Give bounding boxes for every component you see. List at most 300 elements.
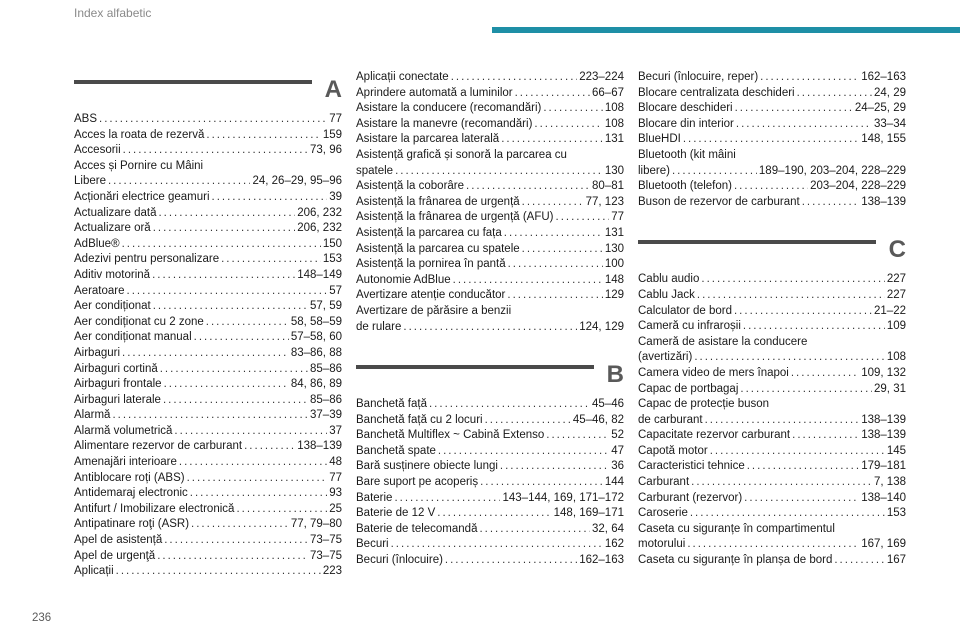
entry-row: [638, 444, 906, 460]
entry-term: Antiblocare roți (ABS): [74, 471, 185, 484]
index-entry: [638, 366, 906, 382]
entry-pages: 24, 29: [874, 86, 906, 99]
entry-row: [638, 428, 906, 444]
entry-row: [638, 195, 906, 211]
entry-term: Capacitate rezervor carburant: [638, 429, 791, 442]
entry-pages: 138–139: [861, 429, 906, 442]
leader-dots: [466, 179, 590, 195]
entry-term: de rulare: [356, 320, 402, 333]
entry-pages: 124, 129: [579, 320, 624, 333]
entry-row: [356, 86, 624, 102]
entry-list: [356, 397, 624, 569]
index-entry: [638, 101, 906, 117]
entry-term: Antipatinare roţi (ASR): [74, 518, 190, 531]
index-entry: [74, 408, 342, 424]
index-entry: [356, 304, 624, 335]
entry-row: [638, 101, 906, 117]
entry-term: Carburant: [638, 476, 690, 489]
index-entry: [74, 549, 342, 565]
entry-term: Bluetooth (telefon): [638, 180, 732, 193]
index-entry: [74, 128, 342, 144]
index-entry: [356, 273, 624, 289]
leader-dots: [236, 502, 327, 518]
entry-term: Avertizare atenție conducător: [356, 289, 506, 302]
entry-row: [74, 362, 342, 378]
entry-pages: 167: [886, 554, 906, 567]
index-entry: [356, 148, 624, 179]
leader-dots: [480, 475, 603, 491]
leader-dots: [792, 428, 859, 444]
entry-pages: 7, 138: [874, 476, 906, 489]
entry-row: [74, 502, 342, 518]
entry-term: libere): [638, 164, 670, 177]
leader-dots: [735, 101, 853, 117]
leader-dots: [504, 226, 603, 242]
entry-term: Libere: [74, 175, 106, 188]
entry-pages: 167, 169: [861, 538, 906, 551]
entry-term: Banchetă față cu 2 locuri: [356, 413, 483, 426]
entry-pages: 148–149: [297, 268, 342, 281]
index-entry: [356, 459, 624, 475]
section-header-c: [638, 230, 906, 272]
entry-row: [356, 132, 624, 148]
entry-list: [638, 272, 906, 568]
entry-row: [356, 273, 624, 289]
entry-pages: 108: [886, 351, 906, 364]
leader-dots: [157, 549, 308, 565]
leader-dots: [194, 330, 289, 346]
entry-term: Acces la roata de rezervă: [74, 128, 205, 141]
index-entry: [356, 506, 624, 522]
entry-pages: 138–139: [861, 195, 906, 208]
entry-term-line1: Capac de protecție buson: [638, 398, 770, 411]
entry-row: [638, 319, 906, 335]
entry-term: Baterie de telecomandă: [356, 522, 478, 535]
index-entry: [638, 428, 906, 444]
entry-term: Cablu Jack: [638, 288, 695, 301]
entry-term: Asistare la parcarea laterală: [356, 133, 500, 146]
entry-term: Apel de asistență: [74, 534, 163, 547]
entry-pages: 148, 169–171: [553, 507, 624, 520]
index-entry: [74, 237, 342, 253]
entry-row: [638, 506, 906, 522]
entry-pages: 24, 26–29, 95–96: [252, 175, 342, 188]
index-entry: [356, 475, 624, 491]
index-entry: [356, 397, 624, 413]
leader-dots: [543, 101, 602, 117]
leader-dots: [445, 553, 577, 569]
leader-dots: [108, 174, 251, 190]
leader-dots: [694, 350, 885, 366]
entry-term: Becuri (înlocuire, reper): [638, 71, 759, 83]
entry-row: [356, 101, 624, 117]
index-entry: [638, 459, 906, 475]
entry-term: Bare suport pe acoperiș: [356, 476, 479, 489]
index-entry: [356, 132, 624, 148]
entry-term-line1: Caseta cu siguranțe în compartimentul: [638, 522, 835, 535]
entry-term: Baterie de 12 V: [356, 507, 436, 520]
entry-row: [356, 413, 624, 429]
leader-dots: [507, 288, 602, 304]
entry-row: [74, 143, 342, 159]
leader-dots: [451, 70, 578, 86]
index-entry: [356, 242, 624, 258]
index-entry: [638, 132, 906, 148]
entry-row: [638, 413, 906, 429]
entry-term: Asistență la frânarea de urgență: [356, 195, 520, 208]
entry-term: Blocare deschideri: [638, 102, 733, 115]
index-entry: [74, 330, 342, 346]
entry-pages: 223–224: [579, 71, 624, 83]
entry-pages: 162–163: [579, 554, 624, 567]
leader-dots: [122, 237, 321, 253]
entry-term: Alimentare rezervor de carburant: [74, 440, 243, 453]
index-entry: [356, 210, 624, 226]
entry-pages: 148, 155: [861, 133, 906, 146]
entry-term: Accesorii: [74, 144, 121, 157]
entry-row: [356, 444, 624, 460]
leader-dots: [705, 413, 860, 429]
entry-row: [74, 549, 342, 565]
leader-dots: [174, 424, 327, 440]
entry-term: Aeratoare: [74, 284, 125, 297]
entry-term: Capac de portbagaj: [638, 382, 739, 395]
index-entry: [74, 190, 342, 206]
index-entry: [638, 148, 906, 179]
entry-row: [74, 517, 342, 533]
index-entry: [74, 268, 342, 284]
entry-term: Apel de urgenţă: [74, 549, 156, 562]
leader-dots: [734, 304, 872, 320]
leader-dots: [687, 537, 859, 553]
entry-pages: 57: [329, 284, 342, 297]
entry-row: [356, 397, 624, 413]
entry-row: [74, 299, 342, 315]
leader-dots: [244, 439, 295, 455]
entry-pages: 148: [604, 273, 624, 286]
entry-row: [638, 382, 906, 398]
leader-dots: [500, 459, 609, 475]
entry-term: Caracteristici tehnice: [638, 460, 745, 473]
entry-row: [356, 257, 624, 273]
index-entry: [74, 112, 342, 128]
entry-term: Caroserie: [638, 507, 688, 520]
entry-list: [638, 70, 906, 210]
entry-pages: 162–163: [861, 71, 906, 83]
entry-term: BlueHDI: [638, 133, 681, 146]
entry-pages: 21–22: [874, 304, 906, 317]
entry-term-line1: Cameră de asistare la conducere: [638, 335, 808, 348]
index-entry: [356, 195, 624, 211]
entry-pages: 73–75: [310, 549, 342, 562]
entry-row: [638, 366, 906, 382]
entry-row: [74, 128, 342, 144]
index-entry: [638, 397, 906, 428]
entry-term: Caseta cu siguranțe în planșa de bord: [638, 554, 833, 567]
entry-term: Capotă motor: [638, 444, 708, 457]
index-entry: [74, 362, 342, 378]
entry-pages: 73–75: [310, 534, 342, 547]
entry-pages: 37–39: [310, 409, 342, 422]
entry-term: Airbaguri frontale: [74, 378, 162, 391]
leader-dots: [212, 190, 328, 206]
entry-pages: 138–140: [861, 491, 906, 504]
index-entry: [74, 424, 342, 440]
entry-row: [356, 195, 624, 211]
entry-row: [356, 553, 624, 569]
entry-pages: 48: [329, 456, 342, 469]
leader-dots: [697, 288, 885, 304]
entry-row: [74, 330, 342, 346]
section-letter: A: [324, 76, 342, 103]
entry-row: [74, 190, 342, 206]
index-entry: [356, 179, 624, 195]
entry-term: Actualizare oră: [74, 222, 151, 235]
entry-pages: 52: [611, 429, 624, 442]
leader-dots: [190, 486, 327, 502]
entry-pages: 206, 232: [297, 222, 342, 235]
entry-pages: 37: [329, 424, 342, 437]
leader-dots: [123, 143, 308, 159]
leader-dots: [546, 428, 609, 444]
leader-dots: [112, 408, 308, 424]
leader-dots: [710, 444, 885, 460]
entry-term: Asistență la parcarea cu fața: [356, 226, 502, 239]
index-entry: [638, 382, 906, 398]
index-entry: [638, 117, 906, 133]
index-column-1: [74, 70, 342, 580]
entry-term: Asistență la coborâre: [356, 180, 465, 193]
index-entry: [74, 299, 342, 315]
entry-list: [356, 70, 624, 335]
entry-term: Adezivi pentru personalizare: [74, 253, 220, 266]
entry-pages: 138–139: [861, 413, 906, 426]
entry-pages: 153: [886, 507, 906, 520]
entry-row: [74, 533, 342, 549]
entry-row: [356, 226, 624, 242]
leader-dots: [153, 299, 308, 315]
index-entry: [74, 315, 342, 331]
entry-pages: 77, 123: [585, 195, 624, 208]
index-entry: [356, 428, 624, 444]
index-entry: [74, 206, 342, 222]
entry-row: [356, 117, 624, 133]
section-header-a: [74, 70, 342, 112]
entry-term: Banchetă față: [356, 398, 427, 411]
entry-pages: 36: [611, 460, 624, 473]
index-entry: [356, 553, 624, 569]
leader-dots: [394, 491, 500, 507]
leader-dots: [437, 506, 551, 522]
index-entry: [638, 195, 906, 211]
entry-term: Airbaguri laterale: [74, 393, 161, 406]
leader-dots: [802, 195, 859, 211]
entry-pages: 39: [329, 190, 342, 203]
index-entry: [638, 304, 906, 320]
leader-dots: [403, 320, 577, 336]
index-entry: [638, 86, 906, 102]
section-letter: C: [888, 236, 906, 264]
entry-pages: 108: [604, 102, 624, 115]
entry-term: ABS: [74, 113, 98, 125]
entry-list: [74, 112, 342, 580]
entry-term: Aer condiționat cu 2 zone: [74, 315, 204, 328]
leader-dots: [453, 273, 603, 289]
entry-pages: 100: [604, 258, 624, 271]
entry-row: [74, 486, 342, 502]
entry-pages: 57–58, 60: [290, 331, 342, 344]
entry-term: Buson de rezervor de carburant: [638, 195, 800, 208]
entry-row: [74, 174, 342, 190]
index-entry: [74, 377, 342, 393]
leader-dots: [164, 533, 308, 549]
entry-pages: 47: [611, 444, 624, 457]
index-entry: [638, 179, 906, 195]
entry-pages: 223: [322, 565, 342, 578]
entry-pages: 77: [329, 113, 342, 125]
entry-pages: 130: [604, 242, 624, 255]
entry-pages: 58, 58–59: [290, 315, 342, 328]
entry-pages: 57, 59: [310, 300, 342, 313]
leader-dots: [701, 272, 884, 288]
leader-dots: [834, 553, 884, 569]
entry-pages: 84, 86, 89: [290, 378, 342, 391]
index-entry: [356, 257, 624, 273]
header-accent-bar: [492, 27, 960, 33]
entry-pages: 203–204, 228–229: [810, 180, 906, 193]
index-entry: [74, 346, 342, 362]
entry-term: Bară susținere obiecte lungi: [356, 460, 498, 473]
entry-pages: 179–181: [861, 460, 906, 473]
entry-pages: 80–81: [592, 180, 624, 193]
entry-term: Banchetă spate: [356, 444, 436, 457]
index-entry: [356, 117, 624, 133]
entry-row: [638, 132, 906, 148]
entry-term: Airbaguri: [74, 346, 121, 359]
entry-row: [638, 459, 906, 475]
index-entry: [638, 70, 906, 86]
entry-row: [356, 537, 624, 553]
section-rule: [74, 80, 312, 84]
entry-pages: 77: [329, 471, 342, 484]
entry-pages: 77: [611, 211, 624, 224]
leader-dots: [736, 117, 872, 133]
entry-pages: 45–46, 82: [572, 413, 624, 426]
entry-row: [356, 506, 624, 522]
leader-dots: [206, 128, 320, 144]
entry-row: [356, 164, 624, 180]
index-entry: [356, 226, 624, 242]
entry-term: Cablu audio: [638, 273, 700, 286]
entry-pages: 32, 64: [592, 522, 624, 535]
entry-term: Baterie: [356, 491, 393, 504]
section-gap: [638, 210, 906, 230]
entry-term: Camera video de mers înapoi: [638, 366, 789, 379]
entry-term: Aprindere automată a luminilor: [356, 86, 513, 99]
index-entry: [356, 70, 624, 86]
entry-row: [74, 346, 342, 362]
entry-term: Asistență la frânarea de urgență (AFU): [356, 211, 554, 224]
leader-dots: [116, 564, 321, 580]
entry-row: [74, 315, 342, 331]
entry-term: motorului: [638, 538, 686, 551]
entry-term: Carburant (rezervor): [638, 491, 743, 504]
entry-term: Asistare la conducere (recomandări): [356, 102, 542, 115]
leader-dots: [485, 413, 571, 429]
entry-row: [638, 70, 906, 86]
entry-term: Amenajări interioare: [74, 456, 177, 469]
index-entry: [74, 486, 342, 502]
section-gap: [356, 335, 624, 355]
index-entry: [638, 288, 906, 304]
header-title: Index alfabetic: [74, 6, 152, 20]
entry-term: Asistare la manevre (recomandări): [356, 117, 533, 130]
leader-dots: [158, 206, 295, 222]
index-entry: [74, 252, 342, 268]
entry-row: [74, 268, 342, 284]
leader-dots: [534, 117, 602, 133]
entry-pages: 206, 232: [297, 206, 342, 219]
entry-row: [74, 112, 342, 128]
entry-row: [74, 206, 342, 222]
index-column-3: [638, 70, 906, 569]
entry-pages: 108: [604, 117, 624, 130]
entry-term-line1: Bluetooth (kit mâini: [638, 148, 736, 161]
entry-row: [638, 553, 906, 569]
leader-dots: [501, 132, 603, 148]
entry-row: [356, 179, 624, 195]
entry-row: [74, 424, 342, 440]
entry-term: Antifurt / Imobilizare electronică: [74, 502, 235, 515]
entry-row: [638, 350, 906, 366]
entry-pages: 29, 31: [874, 382, 906, 395]
entry-pages: 24–25, 29: [854, 102, 906, 115]
entry-pages: 131: [604, 226, 624, 239]
leader-dots: [395, 164, 603, 180]
index-entry: [74, 143, 342, 159]
entry-term: de carburant: [638, 413, 703, 426]
leader-dots: [179, 455, 327, 471]
leader-dots: [508, 257, 603, 273]
entry-term-line1: Avertizare de părăsire a benzii: [356, 304, 512, 317]
entry-term: Banchetă Multiflex ~ Cabină Extenso: [356, 429, 545, 442]
leader-dots: [153, 221, 296, 237]
index-entry: [74, 284, 342, 300]
leader-dots: [429, 397, 590, 413]
entry-row: [638, 288, 906, 304]
leader-dots: [438, 444, 609, 460]
leader-dots: [734, 179, 808, 195]
index-entry: [638, 475, 906, 491]
entry-term: Blocare din interior: [638, 117, 734, 130]
leader-dots: [160, 362, 308, 378]
leader-dots: [163, 393, 308, 409]
entry-row: [356, 320, 624, 336]
entry-pages: 159: [322, 128, 342, 141]
entry-row: [356, 459, 624, 475]
entry-pages: 33–34: [874, 117, 906, 130]
entry-pages: 73, 96: [310, 144, 342, 157]
entry-pages: 131: [604, 133, 624, 146]
leader-dots: [672, 164, 757, 180]
index-entry: [638, 335, 906, 366]
entry-term-line1: Asistență grafică și sonoră la parcarea cu: [356, 148, 567, 161]
entry-row: [356, 491, 624, 507]
index-entry: [356, 413, 624, 429]
leader-dots: [164, 377, 289, 393]
entry-row: [638, 117, 906, 133]
entry-term: Actualizare dată: [74, 206, 157, 219]
